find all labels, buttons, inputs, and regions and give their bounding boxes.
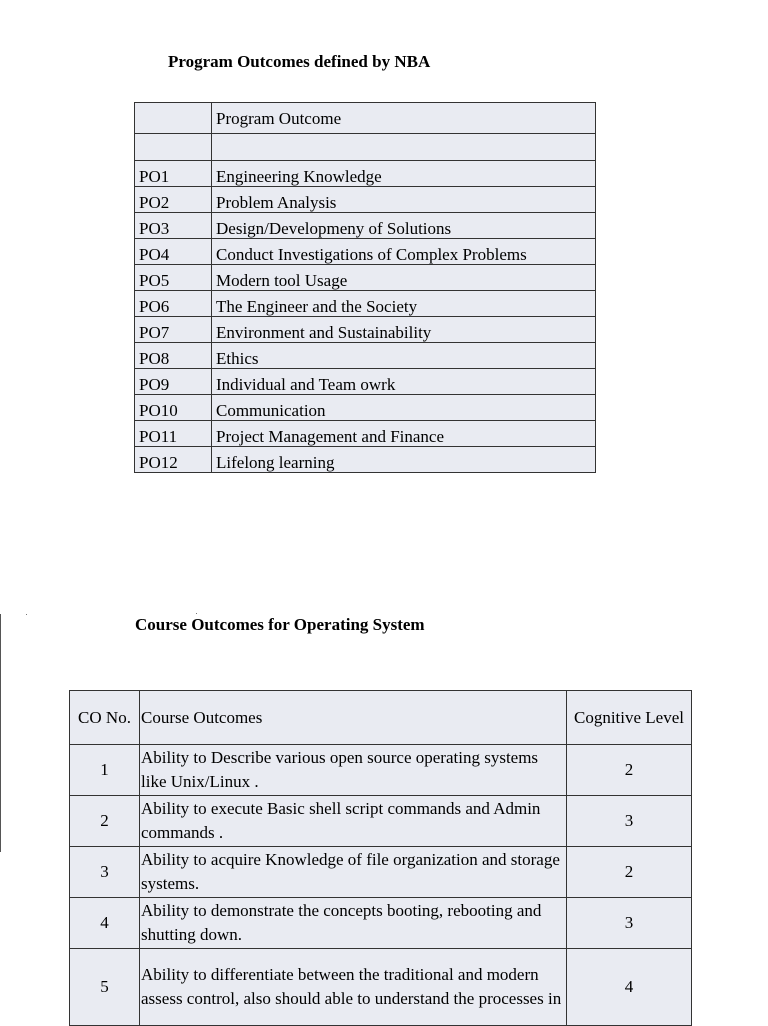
po-outcome: Design/Developmeny of Solutions bbox=[212, 213, 596, 239]
po-code: PO1 bbox=[135, 161, 212, 187]
po-code: PO9 bbox=[135, 369, 212, 395]
po-code: PO4 bbox=[135, 239, 212, 265]
po-outcome: Conduct Investigations of Complex Problems bbox=[212, 239, 596, 265]
table-row bbox=[135, 395, 596, 421]
table-row bbox=[135, 187, 596, 213]
course-outcomes-table bbox=[69, 690, 692, 1026]
table-row bbox=[70, 949, 692, 1026]
co-number: 1 bbox=[70, 745, 140, 796]
program-outcomes-title: Program Outcomes defined by NBA bbox=[168, 52, 431, 71]
po-outcome: Individual and Team owrk bbox=[212, 369, 596, 395]
co-cognitive-level: 2 bbox=[567, 847, 692, 898]
table-row bbox=[70, 847, 692, 898]
co-no-header: CO No. bbox=[70, 691, 140, 745]
po-code: PO11 bbox=[135, 421, 212, 447]
stray-dot bbox=[196, 613, 197, 614]
table-header-row bbox=[135, 103, 596, 134]
table-row bbox=[135, 421, 596, 447]
po-outcome: Ethics bbox=[212, 343, 596, 369]
po-code: PO8 bbox=[135, 343, 212, 369]
co-description: Ability to demonstrate the concepts booting, rebooting and shutting down. bbox=[140, 898, 567, 949]
po-outcome: Problem Analysis bbox=[212, 187, 596, 213]
co-cognitive-level: 2 bbox=[567, 745, 692, 796]
table-row bbox=[135, 161, 596, 187]
po-code: PO7 bbox=[135, 317, 212, 343]
co-description: Ability to execute Basic shell script commands and Admin commands . bbox=[140, 796, 567, 847]
table-row bbox=[70, 745, 692, 796]
table-row bbox=[135, 239, 596, 265]
po-outcome: Environment and Sustainability bbox=[212, 317, 596, 343]
co-cognitive-level: 3 bbox=[567, 796, 692, 847]
po-code: PO10 bbox=[135, 395, 212, 421]
table-spacer-row bbox=[135, 134, 596, 161]
co-number: 2 bbox=[70, 796, 140, 847]
table-header-row bbox=[70, 691, 692, 745]
table-row bbox=[135, 447, 596, 473]
table-row bbox=[135, 317, 596, 343]
co-description: Ability to differentiate between the traditional and modern assess control, also should able to understand the processes in bbox=[140, 949, 567, 1026]
table-row bbox=[135, 213, 596, 239]
course-outcomes-title: Course Outcomes for Operating System bbox=[135, 615, 425, 634]
po-outcome: Communication bbox=[212, 395, 596, 421]
empty-cell bbox=[212, 134, 596, 161]
code-header-cell bbox=[135, 103, 212, 134]
program-outcomes-table bbox=[134, 102, 596, 473]
po-outcome: Engineering Knowledge bbox=[212, 161, 596, 187]
po-code: PO5 bbox=[135, 265, 212, 291]
po-outcome: Lifelong learning bbox=[212, 447, 596, 473]
po-outcome: Project Management and Finance bbox=[212, 421, 596, 447]
stray-dot bbox=[26, 614, 27, 615]
table-row bbox=[135, 369, 596, 395]
table-row bbox=[135, 343, 596, 369]
co-number: 3 bbox=[70, 847, 140, 898]
po-outcome: The Engineer and the Society bbox=[212, 291, 596, 317]
table-row bbox=[135, 265, 596, 291]
table-row bbox=[70, 796, 692, 847]
course-outcomes-header: Course Outcomes bbox=[140, 691, 567, 745]
co-number: 4 bbox=[70, 898, 140, 949]
co-cognitive-level: 4 bbox=[567, 949, 692, 1026]
margin-line bbox=[0, 614, 1, 852]
table-row bbox=[70, 898, 692, 949]
po-code: PO3 bbox=[135, 213, 212, 239]
cognitive-level-header: Cognitive Level bbox=[567, 691, 692, 745]
co-description: Ability to acquire Knowledge of file organization and storage systems. bbox=[140, 847, 567, 898]
table-row bbox=[135, 291, 596, 317]
program-outcome-header: Program Outcome bbox=[212, 103, 596, 134]
po-outcome: Modern tool Usage bbox=[212, 265, 596, 291]
co-description: Ability to Describe various open source operating systems like Unix/Linux . bbox=[140, 745, 567, 796]
empty-cell bbox=[135, 134, 212, 161]
co-number: 5 bbox=[70, 949, 140, 1026]
po-code: PO12 bbox=[135, 447, 212, 473]
po-code: PO6 bbox=[135, 291, 212, 317]
po-code: PO2 bbox=[135, 187, 212, 213]
co-cognitive-level: 3 bbox=[567, 898, 692, 949]
